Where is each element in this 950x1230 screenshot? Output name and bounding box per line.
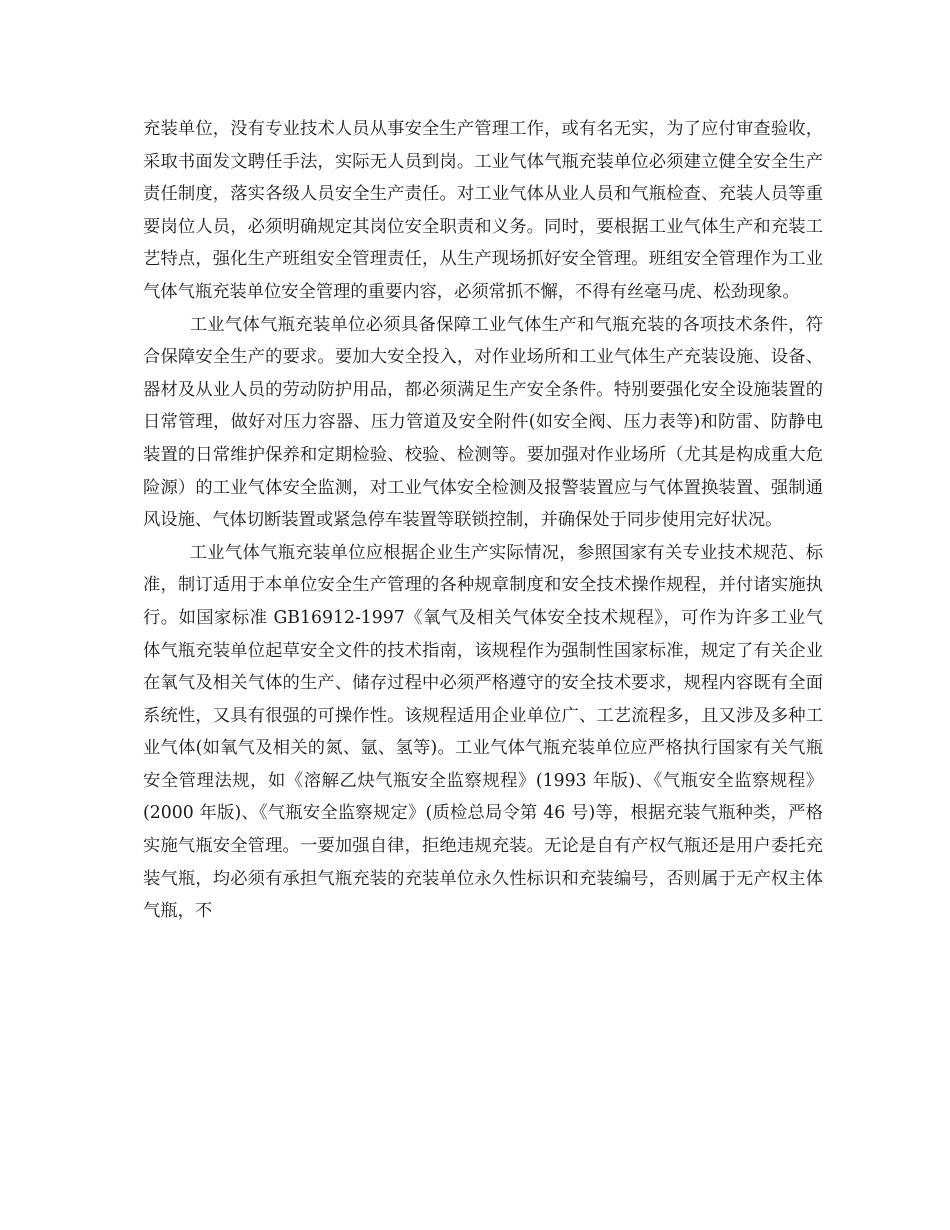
- paragraph-1: 充装单位，没有专业技术人员从事安全生产管理工作，或有名无实，为了应付审查验收，采取书面发文聘任手法，实际无人员到岗。工业气体气瓶充装单位必须建立健全安全生产责任制度，落实各级人员安全生产责任。对工业气体从业人员和气瓶检查、充装人员等重要岗位人员，必须明确规定其岗位安全职责和义务。同时，要根据工业气体生产和充装工艺特点，强化生产班组安全管理责任，从生产现场抓好安全管理。班组安全管理作为工业气体气瓶充装单位安全管理的重要内容，必须常抓不懈，不得有丝毫马虎、松劲现象。: [143, 119, 823, 302]
- document-body: [143, 113, 823, 928]
- paragraph-3: 工业气体气瓶充装单位应根据企业生产实际情况，参照国家有关专业技术规范、标准，制订适用于本单位安全生产管理的各种规章制度和安全技术操作规程，并付诸实施执行。如国家标准 GB16912-1997《氧气及相关气体安全技术规程》，可作为许多工业气体气瓶充装单位起草安全文件的技术指南，该规程作为强制性国家标准，规定了有关企业在氧气及相关气体的生产、储存过程中必须严格遵守的安全技术要求，规程内容既有全面系统性，又具有很强的可操作性。该规程适用企业单位广、工艺流程多，且又涉及多种工业气体(如氧气及相关的氮、氩、氢等)。工业气体气瓶充装单位应严格执行国家有关气瓶安全管理法规，如《溶解乙炔气瓶安全监察规程》(1993 年版)、《气瓶安全监察规程》(2000 年版)、《气瓶安全监察规定》(质检总局令第 46 号)等，根据充装气瓶种类，严格实施气瓶安全管理。一要加强自律，拒绝违规充装。无论是自有产权气瓶还是用户委托充装气瓶，均必须有承担气瓶充装的充装单位永久性标识和充装编号，否则属于无产权主体气瓶，不: [143, 542, 823, 922]
- paragraph-2: 工业气体气瓶充装单位必须具备保障工业气体生产和气瓶充装的各项技术条件，符合保障安全生产的要求。要加大安全投入，对作业场所和工业气体生产充装设施、设备、器材及从业人员的劳动防护用品，都必须满足生产安全条件。特别要强化安全设施装置的日常管理，做好对压力容器、压力管道及安全附件(如安全阀、压力表等)和防雷、防静电装置的日常维护保养和定期检验、校验、检测等。要加强对作业场所（尤其是构成重大危险源）的工业气体安全监测，对工业气体安全检测及报警装置应与气体置换装置、强制通风设施、气体切断装置或紧急停车装置等联锁控制，并确保处于同步使用完好状况。: [143, 314, 823, 531]
